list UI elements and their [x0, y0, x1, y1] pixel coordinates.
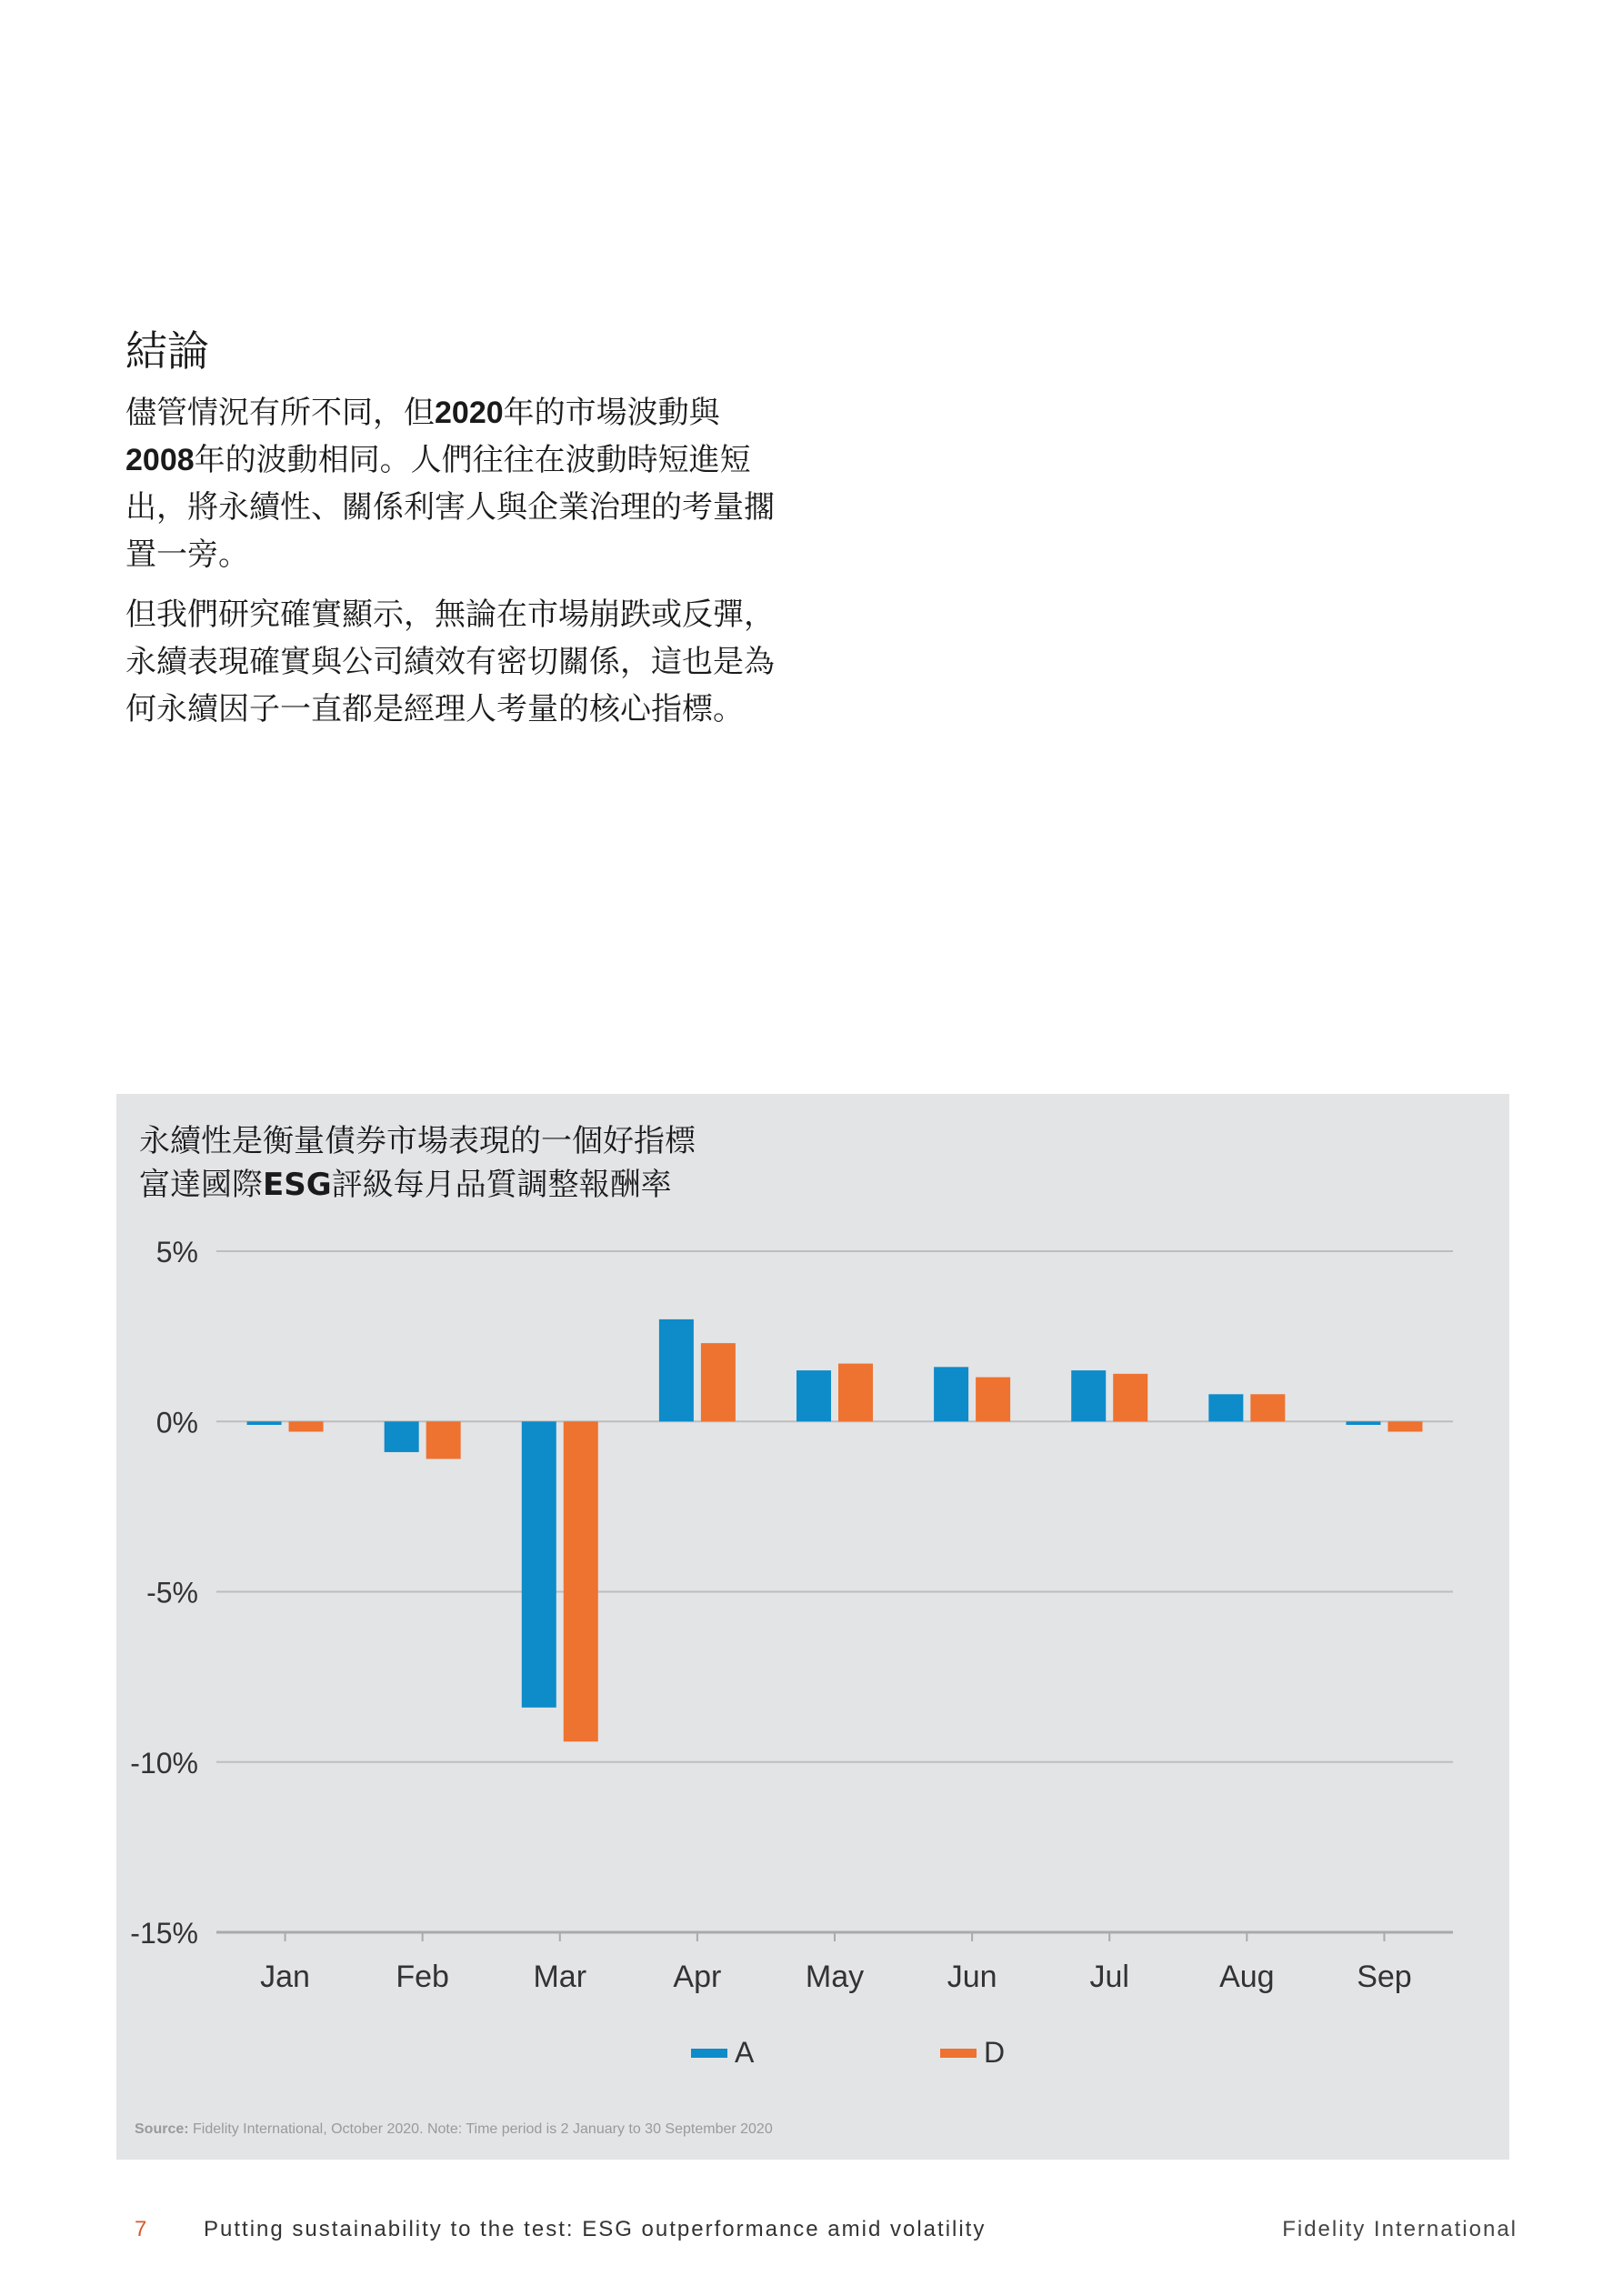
- chart-title-line2-prefix: 富達國際: [139, 1167, 263, 1203]
- source-text: Fidelity International, October 2020. Note: Time period is 2 January to 30 September 2020: [193, 2121, 773, 2137]
- bar-d: [976, 1378, 1010, 1422]
- bar-d: [426, 1421, 461, 1459]
- y-tick-label: -5%: [146, 1576, 198, 1609]
- paragraph-1-part: 年的波動相同。人們往往在波動時短進短出，將永續性、關係利害人與企業治理的考量擱置一旁。: [125, 442, 775, 573]
- chart-title-line2-bold: ESG: [263, 1167, 332, 1203]
- bar-d: [1250, 1394, 1285, 1421]
- chart-title-line1: 永續性是衡量債券市場表現的一個好指標: [139, 1123, 696, 1159]
- bar-a: [659, 1319, 694, 1421]
- x-tick-label: Jun: [947, 1960, 997, 1994]
- bar-a: [385, 1421, 419, 1452]
- paragraph-1: [125, 389, 780, 578]
- y-tick-label: -10%: [130, 1746, 198, 1780]
- x-tick-label: Sep: [1357, 1960, 1412, 1994]
- bar-a: [796, 1370, 831, 1421]
- x-tick-label: Jan: [260, 1960, 310, 1994]
- x-tick-label: Aug: [1219, 1960, 1275, 1994]
- legend-swatch-d: [940, 2049, 977, 2058]
- paragraph-1-part: 2020: [435, 396, 504, 430]
- paragraph-1-part: 2008: [125, 443, 195, 477]
- footer-title: Putting sustainability to the test: ESG outperformance amid volatility: [204, 2217, 987, 2241]
- bar-d: [1113, 1374, 1147, 1421]
- y-tick-label: 5%: [155, 1236, 198, 1268]
- legend-item-a: [691, 2036, 754, 2070]
- x-tick-label: Apr: [673, 1960, 722, 1994]
- section-heading: 結論: [125, 326, 209, 376]
- legend-label-a: A: [735, 2036, 755, 2069]
- x-tick-label: Mar: [533, 1960, 587, 1994]
- bar-d: [564, 1421, 598, 1741]
- chart-title-line2-suffix: 評級每月品質調整報酬率: [331, 1167, 672, 1203]
- y-tick-label: 0%: [155, 1406, 198, 1439]
- bar-d: [289, 1421, 324, 1431]
- bar-d: [1388, 1421, 1422, 1431]
- paragraph-1-part: 儘管情況有所不同，但: [125, 395, 435, 431]
- legend-swatch-a: [691, 2049, 727, 2058]
- x-tick-label: May: [805, 1960, 865, 1994]
- chart-panel: [116, 1094, 1509, 2160]
- bar-a: [1346, 1421, 1380, 1425]
- bar-d: [838, 1364, 873, 1422]
- source-label: Source:: [135, 2121, 189, 2137]
- bar-a: [1208, 1394, 1243, 1421]
- x-tick-label: Feb: [396, 1960, 449, 1994]
- bar-d: [701, 1343, 736, 1421]
- bar-chart: [116, 1094, 1509, 2160]
- legend-label-d: D: [984, 2036, 1006, 2069]
- bar-a: [1071, 1370, 1106, 1421]
- legend-item-d: [940, 2036, 1005, 2070]
- y-tick-label: -15%: [130, 1917, 198, 1950]
- source-note: [135, 2121, 773, 2138]
- bar-a: [247, 1421, 282, 1425]
- page-number: 7: [135, 2217, 149, 2241]
- x-tick-label: Jul: [1089, 1960, 1129, 1994]
- bar-a: [934, 1367, 968, 1421]
- paragraph-1-part: 年的市場波動與: [503, 395, 720, 431]
- paragraph-2: 但我們研究確實顯示，無論在市場崩跌或反彈，永續表現確實與公司績效有密切關係，這也是為何永續因子一直都是經理人考量的核心指標。: [125, 597, 775, 727]
- bar-a: [522, 1421, 556, 1708]
- brand-name: Fidelity International: [1282, 2217, 1518, 2241]
